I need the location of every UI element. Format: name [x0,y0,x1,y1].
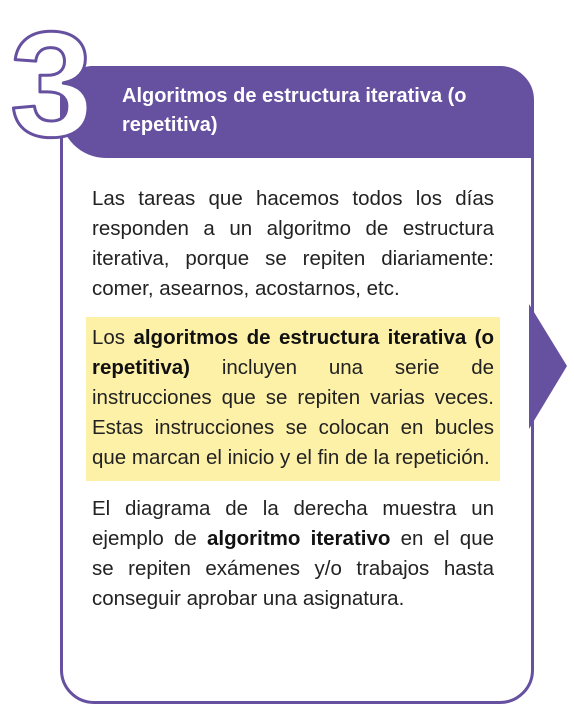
paragraph-3-post: en el que se repiten exámenes y/o trabajos hasta conseguir aprobar una asignatura. [92,527,494,610]
card-body [92,184,494,614]
paragraph-3 [92,494,494,614]
paragraph-2-bold: algoritmos de estructura iterativa (o repetitiva) [92,326,494,379]
section-title: Algoritmos de estructura iterativa (o repetitiva) [122,85,467,136]
paragraph-1: Las tareas que hacemos todos los días responden a un algoritmo de estructura iterativa, porque se repiten diariamente: comer, asearnos, acostarnos, etc. [92,187,494,300]
right-arrow-icon [529,304,569,429]
paragraph-3-bold: algoritmo iterativo [207,527,391,550]
paragraph-3-pre: El diagrama de la derecha muestra un ejemplo de [92,497,494,550]
paragraph-2-highlighted [86,317,500,481]
paragraph-2-post: incluyen una serie de instrucciones que se repiten varias veces. Estas instrucciones se colocan en bucles que marcan el inicio y el fin de la repetición. [92,356,494,469]
paragraph-2-pre: Los [92,326,134,349]
section-number: 3 [10,16,94,146]
number-three-icon [6,16,116,146]
